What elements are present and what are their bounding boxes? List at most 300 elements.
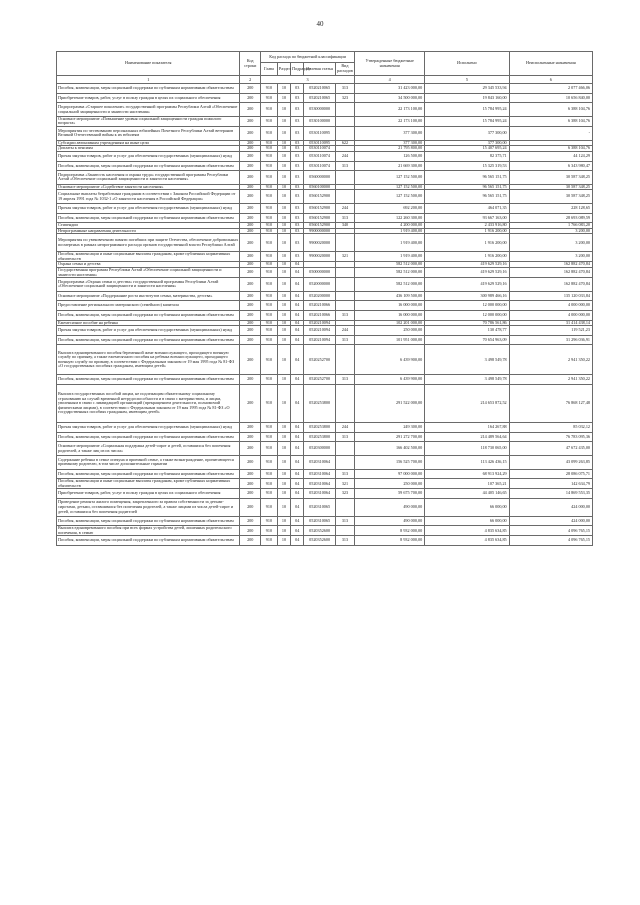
table-header: [57, 52, 593, 84]
cell-name: Прочая закупка товаров, работ и услуг для обеспечения государственных (муниципальных) нужд: [57, 151, 240, 161]
table-row: [57, 204, 593, 214]
cell-executed: 70 654 963,09: [425, 335, 509, 345]
cell-expense-type: 321: [335, 252, 354, 262]
table-row: [57, 516, 593, 526]
cell-unexecuted: 43 099 263,85: [509, 455, 592, 469]
cell-target-article: 0520253800: [304, 384, 335, 422]
cell-unexecuted: 30 587 348,25: [509, 184, 592, 190]
cell-line-code: 200: [240, 84, 261, 94]
cell-unexecuted: 6 388 104,76: [509, 116, 592, 126]
cell-target-article: 0520210066: [304, 301, 335, 311]
cell-target-article: 0520252700: [304, 375, 335, 385]
cell-expense-type: [335, 291, 354, 301]
cell-target-article: 0530000000: [304, 103, 335, 117]
header-target: Целевая статья: [304, 63, 335, 76]
header-unexecuted: Неисполненные назначения: [509, 52, 592, 76]
cell-chapter: 910: [260, 278, 277, 292]
cell-approved: 127 152 500,00: [355, 184, 425, 190]
cell-chapter: 910: [260, 345, 277, 375]
cell-unexecuted: 3 200,00: [509, 228, 592, 234]
table-row: [57, 190, 593, 204]
cell-executed: 419 629 529,16: [425, 278, 509, 292]
cell-chapter: 910: [260, 127, 277, 141]
cell-line-code: 200: [240, 223, 261, 229]
cell-approved: 127 152 500,00: [355, 190, 425, 204]
cell-expense-type: [335, 499, 354, 517]
cell-name: Проведение ремонта жилого помещения, закрепленного за правом собственности за детьми-сиротами, детьми, оставшимися без попечения родителей, а также лицами из числа детей-сирот и детей, оставшихся без попечения родителей: [57, 499, 240, 517]
cell-unexecuted: 2 941 350,22: [509, 375, 592, 385]
cell-subsection: 03: [291, 146, 304, 152]
cell-subsection: 04: [291, 375, 304, 385]
cell-approved: 8 932 000,00: [355, 536, 425, 546]
table-row: [57, 93, 593, 103]
cell-subsection: 04: [291, 536, 304, 546]
cell-name: Пособия, компенсации, меры социальной поддержки по публичным нормативным обязательствам: [57, 84, 240, 94]
header-chapter: Глава: [260, 63, 277, 76]
cell-target-article: 0560152900: [304, 223, 335, 229]
cell-unexecuted: 162 882 470,84: [509, 267, 592, 277]
cell-target-article: 0520310064: [304, 479, 335, 489]
cell-line-code: 200: [240, 311, 261, 321]
cell-section: 10: [277, 320, 290, 326]
cell-chapter: 910: [260, 171, 277, 185]
cell-section: 10: [277, 252, 290, 262]
cell-approved: 1 919 400,00: [355, 234, 425, 252]
cell-expense-type: [335, 442, 354, 456]
cell-name: Пособия, компенсации и иные социальные выплаты гражданам, кроме публичных нормативных обязательств: [57, 479, 240, 489]
table-row: [57, 116, 593, 126]
cell-name: Пособия, компенсации, меры социальной поддержки по публичным нормативным обязательствам: [57, 375, 240, 385]
cell-executed: 29 345 533,94: [425, 84, 509, 94]
cell-executed: 3 498 549,78: [425, 375, 509, 385]
cell-target-article: 0520300000: [304, 442, 335, 456]
cell-subsection: 03: [291, 204, 304, 214]
cell-subsection: 03: [291, 127, 304, 141]
cell-approved: 22 173 100,00: [355, 116, 425, 126]
cell-target-article: 0560000000: [304, 171, 335, 185]
cell-approved: 249 300,00: [355, 423, 425, 433]
cell-expense-type: 622: [335, 140, 354, 146]
cell-section: 10: [277, 479, 290, 489]
cell-expense-type: 244: [335, 151, 354, 161]
cell-name: Ежемесячное пособие на ребенка: [57, 320, 240, 326]
table-row: [57, 479, 593, 489]
header-name: Наименование показателя: [57, 52, 240, 76]
cell-chapter: 910: [260, 291, 277, 301]
cell-expense-type: 313: [335, 311, 354, 321]
cell-section: 10: [277, 536, 290, 546]
cell-name: Государственная программа Республики Алтай «Обеспечение социальной защищенности и занятости населения»: [57, 267, 240, 277]
cell-executed: 377 300,00: [425, 127, 509, 141]
page-number: 40: [316, 20, 324, 28]
cell-unexecuted: 3 200,00: [509, 234, 592, 252]
table-row: [57, 301, 593, 311]
cell-line-code: 200: [240, 489, 261, 499]
cell-approved: 490 000,00: [355, 516, 425, 526]
cell-section: 10: [277, 423, 290, 433]
table-row: [57, 375, 593, 385]
cell-line-code: 200: [240, 442, 261, 456]
cell-expense-type: 323: [335, 93, 354, 103]
cell-chapter: 910: [260, 432, 277, 442]
column-number: 3: [260, 76, 354, 84]
table-row: [57, 311, 593, 321]
cell-unexecuted: 14 869 553,35: [509, 489, 592, 499]
cell-unexecuted: 4 096 765,15: [509, 536, 592, 546]
cell-unexecuted: 228 128,65: [509, 204, 592, 214]
cell-unexecuted: 142 634,79: [509, 479, 592, 489]
cell-unexecuted: 28 086 075,71: [509, 469, 592, 479]
cell-executed: 214 653 872,52: [425, 384, 509, 422]
cell-target-article: 0530110074: [304, 146, 335, 152]
cell-unexecuted: 44 124,29: [509, 151, 592, 161]
table-row: [57, 432, 593, 442]
cell-unexecuted: 30 587 348,25: [509, 171, 592, 185]
cell-name: Мероприятия по чествованию персональных юбилейных Почетного Республики Алтай ветеранов Великой Отечественной войны к их юбилеям: [57, 127, 240, 141]
cell-section: 10: [277, 301, 290, 311]
table-row: [57, 103, 593, 117]
cell-chapter: 910: [260, 489, 277, 499]
cell-chapter: 910: [260, 335, 277, 345]
cell-name: Выплата государственных пособий лицам, не подлежащим обязательному социальному страхованию на случай временной нетрудоспособности и в связи с материнством, и лицам, уволенным в связи с ликвидацией организаций (прекращением деятельности, полномочий физическими лицами), в соответствии с Федеральным законом от 19 мая 1995 года № 81-ФЗ «О государственных пособиях гражданам, имеющим детей»: [57, 384, 240, 422]
cell-subsection: 03: [291, 228, 304, 234]
cell-approved: 22 173 100,00: [355, 103, 425, 117]
cell-target-article: 0530110095: [304, 127, 335, 141]
cell-subsection: 04: [291, 278, 304, 292]
cell-expense-type: 323: [335, 489, 354, 499]
cell-chapter: 910: [260, 116, 277, 126]
cell-executed: 96 565 151,75: [425, 171, 509, 185]
cell-executed: 15 407 695,24: [425, 146, 509, 152]
table-row: [57, 536, 593, 546]
cell-section: 10: [277, 184, 290, 190]
table-row: [57, 335, 593, 345]
cell-chapter: 910: [260, 234, 277, 252]
cell-section: 10: [277, 93, 290, 103]
cell-line-code: 200: [240, 127, 261, 141]
cell-unexecuted: 3 200,00: [509, 252, 592, 262]
cell-target-article: 0520352600: [304, 526, 335, 536]
cell-target-article: 0520000000: [304, 278, 335, 292]
cell-name: Прочая закупка товаров, работ и услуг для обеспечения государственных (муниципальных) нужд: [57, 204, 240, 214]
cell-executed: 4 835 634,85: [425, 536, 509, 546]
cell-subsection: 04: [291, 499, 304, 517]
cell-expense-type: 313: [335, 213, 354, 223]
header-expense-type: Вид расходов: [335, 63, 354, 76]
cell-line-code: 200: [240, 469, 261, 479]
table-row: [57, 213, 593, 223]
cell-name: Пособия, компенсации, меры социальной поддержки по публичным нормативным обязательствам: [57, 335, 240, 345]
cell-name: Стипендии: [57, 223, 240, 229]
column-number: 5: [425, 76, 509, 84]
cell-chapter: 910: [260, 184, 277, 190]
column-number: 6: [509, 76, 592, 84]
cell-approved: 6 439 900,00: [355, 345, 425, 375]
cell-name: Пособия, компенсации, меры социальной поддержки по публичным нормативным обязательствам: [57, 161, 240, 171]
cell-line-code: 200: [240, 213, 261, 223]
cell-expense-type: 244: [335, 423, 354, 433]
table-row: [57, 326, 593, 336]
cell-target-article: 0520210094: [304, 335, 335, 345]
cell-line-code: 200: [240, 499, 261, 517]
cell-subsection: 04: [291, 423, 304, 433]
table-row: [57, 127, 593, 141]
cell-section: 10: [277, 455, 290, 469]
cell-executed: 19 843 160,00: [425, 93, 509, 103]
cell-approved: 1 919 400,00: [355, 228, 425, 234]
cell-line-code: 200: [240, 432, 261, 442]
cell-line-code: 200: [240, 301, 261, 311]
cell-executed: 464 071,35: [425, 204, 509, 214]
table-row: [57, 151, 593, 161]
cell-section: 10: [277, 335, 290, 345]
cell-section: 10: [277, 223, 290, 229]
cell-line-code: 200: [240, 536, 261, 546]
cell-unexecuted: 30 587 348,25: [509, 190, 592, 204]
cell-section: 10: [277, 262, 290, 268]
cell-unexecuted: 2 941 350,22: [509, 345, 592, 375]
cell-line-code: 200: [240, 384, 261, 422]
table-row: [57, 499, 593, 517]
cell-name: Охрана семьи и детства: [57, 262, 240, 268]
cell-name: Доплаты к пенсиям: [57, 146, 240, 152]
cell-line-code: 200: [240, 146, 261, 152]
cell-section: 10: [277, 469, 290, 479]
cell-section: 10: [277, 127, 290, 141]
cell-approved: 1 919 400,00: [355, 252, 425, 262]
cell-expense-type: 313: [335, 516, 354, 526]
cell-expense-type: 313: [335, 335, 354, 345]
cell-name: Пособия, компенсации, меры социальной поддержки по публичным нормативным обязательствам: [57, 469, 240, 479]
cell-subsection: 03: [291, 190, 304, 204]
cell-subsection: 04: [291, 291, 304, 301]
header-line-code: Код строки: [240, 52, 261, 76]
cell-name: Социальные выплаты безработным гражданам в соответствии с Законом Российской Федерации от 19 апреля 1991 года № 1032-1 «О занятости населения в Российской Федерации»: [57, 190, 240, 204]
cell-unexecuted: 424 000,00: [509, 516, 592, 526]
cell-target-article: 0530100000: [304, 116, 335, 126]
table-row: [57, 345, 593, 375]
cell-executed: 130 478,77: [425, 326, 509, 336]
cell-unexecuted: 135 120 033,84: [509, 291, 592, 301]
cell-executed: 107 365,21: [425, 479, 509, 489]
cell-section: 10: [277, 161, 290, 171]
cell-subsection: 03: [291, 93, 304, 103]
cell-name: Выплата единовременного пособия беременной жене военнослужащего, проходящего военную службу по призыву, а также ежемесячного пособия на ребенка военнослужащего, проходящего военную службу по призыву, в соответствии с Федеральным законом от 19 мая 1995 года № 81-ФЗ «О государственных пособиях гражданам, имеющим детей»: [57, 345, 240, 375]
cell-target-article: 9900020000: [304, 252, 335, 262]
table-row: [57, 442, 593, 456]
cell-name: Прочая закупка товаров, работ и услуг для обеспечения государственных (муниципальных) нужд: [57, 326, 240, 336]
cell-approved: 59 675 700,00: [355, 489, 425, 499]
cell-target-article: 0520310065: [304, 499, 335, 517]
cell-target-article: 0560100000: [304, 184, 335, 190]
cell-target-article: 0520310064: [304, 455, 335, 469]
cell-chapter: 910: [260, 375, 277, 385]
cell-section: 10: [277, 291, 290, 301]
cell-executed: 15 784 995,24: [425, 116, 509, 126]
cell-expense-type: [335, 127, 354, 141]
header-executed: Исполнено: [425, 52, 509, 76]
cell-target-article: 0520253800: [304, 432, 335, 442]
cell-unexecuted: 162 882 470,84: [509, 262, 592, 268]
table-row: [57, 171, 593, 185]
cell-section: 10: [277, 234, 290, 252]
cell-subsection: 04: [291, 384, 304, 422]
cell-chapter: 910: [260, 469, 277, 479]
cell-name: Пособия, компенсации, меры социальной поддержки по публичным нормативным обязательствам: [57, 311, 240, 321]
cell-approved: 291 522 000,00: [355, 384, 425, 422]
cell-chapter: 910: [260, 140, 277, 146]
cell-target-article: 0520210094: [304, 320, 335, 326]
cell-line-code: 200: [240, 252, 261, 262]
cell-target-article: 0520210094: [304, 326, 335, 336]
cell-line-code: 200: [240, 479, 261, 489]
cell-section: 10: [277, 499, 290, 517]
cell-line-code: 200: [240, 116, 261, 126]
cell-expense-type: [335, 455, 354, 469]
cell-approved: 291 272 700,00: [355, 432, 425, 442]
cell-subsection: 04: [291, 326, 304, 336]
cell-expense-type: [335, 171, 354, 185]
cell-line-code: 200: [240, 375, 261, 385]
cell-section: 10: [277, 375, 290, 385]
cell-chapter: 910: [260, 228, 277, 234]
cell-expense-type: 244: [335, 326, 354, 336]
cell-chapter: 910: [260, 499, 277, 517]
cell-approved: 156 525 700,00: [355, 455, 425, 469]
cell-line-code: 200: [240, 335, 261, 345]
cell-line-code: 200: [240, 161, 261, 171]
budget-execution-table: [56, 51, 593, 546]
cell-expense-type: 313: [335, 161, 354, 171]
cell-approved: 582 512 000,00: [355, 262, 425, 268]
cell-subsection: 04: [291, 262, 304, 268]
header-subsection: Подраздел: [291, 63, 304, 76]
cell-line-code: 200: [240, 320, 261, 326]
cell-subsection: 03: [291, 223, 304, 229]
cell-approved: 490 000,00: [355, 499, 425, 517]
cell-subsection: 03: [291, 84, 304, 94]
cell-executed: 68 913 924,29: [425, 469, 509, 479]
cell-executed: 419 629 529,16: [425, 262, 509, 268]
cell-subsection: 04: [291, 516, 304, 526]
cell-expense-type: [335, 103, 354, 117]
cell-expense-type: 313: [335, 536, 354, 546]
cell-name: Основное мероприятие «Поддержание роста институтов семьи, материнства, детства»: [57, 291, 240, 301]
cell-name: Пособия, компенсации и иные социальные выплаты гражданам, кроме публичных нормативных обязательств: [57, 252, 240, 262]
cell-line-code: 200: [240, 140, 261, 146]
cell-unexecuted: 76 868 127,48: [509, 384, 592, 422]
cell-expense-type: [335, 267, 354, 277]
cell-executed: 44 405 146,65: [425, 489, 509, 499]
cell-unexecuted: 85 032,12: [509, 423, 592, 433]
column-number: 1: [57, 76, 240, 84]
cell-line-code: 200: [240, 93, 261, 103]
cell-executed: 164 267,88: [425, 423, 509, 433]
cell-executed: 66 000,00: [425, 499, 509, 517]
cell-unexecuted: 47 672 435,00: [509, 442, 592, 456]
cell-name: Прочая закупка товаров, работ и услуг для обеспечения государственных (муниципальных) нужд: [57, 423, 240, 433]
cell-executed: 1 916 200,00: [425, 234, 509, 252]
cell-section: 10: [277, 213, 290, 223]
cell-subsection: 04: [291, 479, 304, 489]
cell-executed: 96 565 151,75: [425, 184, 509, 190]
cell-target-article: 0530110074: [304, 151, 335, 161]
cell-approved: 126 500,00: [355, 151, 425, 161]
cell-section: 10: [277, 278, 290, 292]
cell-chapter: 910: [260, 161, 277, 171]
cell-target-article: 0530110074: [304, 161, 335, 171]
cell-name: Пособия, компенсации, меры социальной поддержки по публичным нормативным обязательствам: [57, 213, 240, 223]
cell-chapter: 910: [260, 262, 277, 268]
cell-target-article: 0520310064: [304, 469, 335, 479]
cell-section: 10: [277, 84, 290, 94]
cell-section: 10: [277, 140, 290, 146]
table-row: [57, 455, 593, 469]
table-row: [57, 252, 593, 262]
cell-line-code: 200: [240, 526, 261, 536]
cell-chapter: 910: [260, 84, 277, 94]
cell-name: Мероприятия по увековечению памяти погибших при защите Отечества, обеспечение добровольных посмертных в рамках непрограммного расхода органов государственной власти Республики Алтай: [57, 234, 240, 252]
header-budget-code-group: Код расхода по бюджетной классификации: [260, 52, 354, 63]
cell-expense-type: [335, 345, 354, 375]
cell-expense-type: [335, 526, 354, 536]
cell-subsection: 04: [291, 345, 304, 375]
cell-section: 10: [277, 267, 290, 277]
cell-unexecuted: 28 693 089,59: [509, 213, 592, 223]
cell-unexecuted: 4 000 000,00: [509, 301, 592, 311]
cell-expense-type: 340: [335, 223, 354, 229]
cell-executed: 118 730 065,00: [425, 442, 509, 456]
cell-unexecuted: 31 414 438,14: [509, 320, 592, 326]
cell-line-code: 200: [240, 262, 261, 268]
cell-subsection: 04: [291, 320, 304, 326]
cell-target-article: 0500000000: [304, 267, 335, 277]
cell-name: Подпрограмма «Охрана семьи и детства» государственной программы Республики Алтай «Обеспечение социальной защищенности и занятости населения»: [57, 278, 240, 292]
cell-chapter: 910: [260, 326, 277, 336]
table-row: [57, 384, 593, 422]
cell-expense-type: 244: [335, 204, 354, 214]
cell-expense-type: 321: [335, 479, 354, 489]
cell-subsection: 04: [291, 489, 304, 499]
header-approved: Утвержденные бюджетные назначения: [355, 52, 425, 76]
cell-name: Субсидии автономным учреждениям на иные цели: [57, 140, 240, 146]
cell-subsection: 03: [291, 234, 304, 252]
cell-unexecuted: 4 096 765,15: [509, 526, 592, 536]
cell-chapter: 910: [260, 213, 277, 223]
cell-chapter: 910: [260, 151, 277, 161]
cell-approved: 166 402 500,00: [355, 442, 425, 456]
cell-subsection: 04: [291, 335, 304, 345]
table-row: [57, 291, 593, 301]
cell-name: Пособия, компенсации, меры социальной поддержки по публичным нормативным обязательствам: [57, 432, 240, 442]
cell-subsection: 03: [291, 103, 304, 117]
cell-executed: 3 498 549,78: [425, 345, 509, 375]
cell-approved: 101 951 000,00: [355, 335, 425, 345]
cell-name: Пособия, компенсации, меры социальной поддержки по публичным нормативным обязательствам: [57, 516, 240, 526]
cell-subsection: 03: [291, 252, 304, 262]
cell-name: Подпрограмма «Занятость населения и охрана труда» государственной программы Республики Алтай «Обеспечение социальной защищенности и занятости населения»: [57, 171, 240, 185]
cell-subsection: 04: [291, 442, 304, 456]
cell-section: 10: [277, 384, 290, 422]
cell-approved: 250 000,00: [355, 326, 425, 336]
cell-line-code: 200: [240, 184, 261, 190]
cell-line-code: 200: [240, 228, 261, 234]
cell-approved: 21 669 300,00: [355, 161, 425, 171]
cell-unexecuted: 31 296 036,91: [509, 335, 592, 345]
cell-line-code: 200: [240, 234, 261, 252]
cell-approved: 377 300,00: [355, 140, 425, 146]
cell-line-code: 200: [240, 204, 261, 214]
